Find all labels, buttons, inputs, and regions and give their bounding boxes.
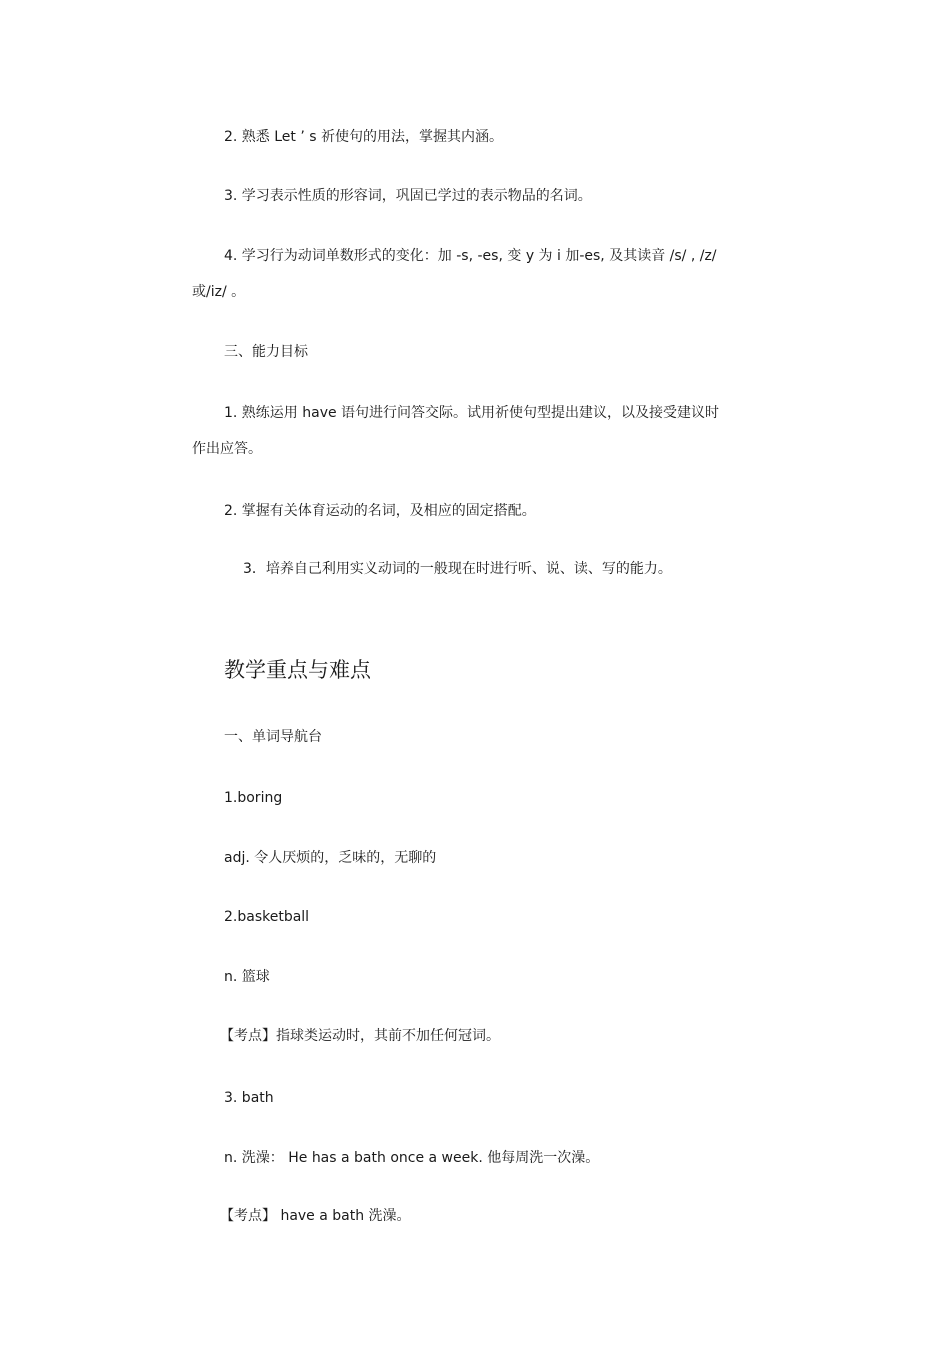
- key-points-heading: 教学重点与难点: [224, 658, 371, 682]
- ability-section-title: 三、能力目标: [224, 344, 308, 360]
- ability-item-3: 3．培养自己利用实义动词的一般现在时进行听、说、读、写的能力。: [243, 561, 672, 577]
- ability-item-1-line-2: 作出应答。: [192, 441, 262, 457]
- word-2: 2.basketball: [224, 909, 310, 925]
- objective-item-4-line-2: 或/iz/ 。: [192, 284, 246, 300]
- objective-item-3: 3. 学习表示性质的形容词，巩固已学过的表示物品的名词。: [224, 188, 592, 204]
- objective-item-2: 2. 熟悉 Let ’ s 祈使句的用法，掌握其内涵。: [224, 129, 504, 145]
- word-2-definition: n. 篮球: [224, 969, 270, 985]
- word-3-definition: n. 洗澡： He has a bath once a week. 他每周洗一次澡。: [224, 1150, 600, 1166]
- word-3-note: 【考点】 have a bath 洗澡。: [220, 1208, 411, 1224]
- word-1: 1.boring: [224, 790, 283, 806]
- word-navigator-title: 一、单词导航台: [224, 729, 322, 745]
- word-2-note: 【考点】指球类运动时，其前不加任何冠词。: [220, 1028, 500, 1044]
- word-3: 3. bath: [224, 1090, 274, 1106]
- ability-item-1-line-1: 1. 熟练运用 have 语句进行问答交际。试用祈使句型提出建议，以及接受建议时: [224, 405, 720, 421]
- word-1-definition: adj. 令人厌烦的，乏味的，无聊的: [224, 850, 437, 866]
- objective-item-4-line-1: 4. 学习行为动词单数形式的变化：加 -s, -es, 变 y 为 i 加-es, 及其读音 /s/ , /z/: [224, 248, 717, 264]
- ability-item-2: 2. 掌握有关体育运动的名词，及相应的固定搭配。: [224, 503, 536, 519]
